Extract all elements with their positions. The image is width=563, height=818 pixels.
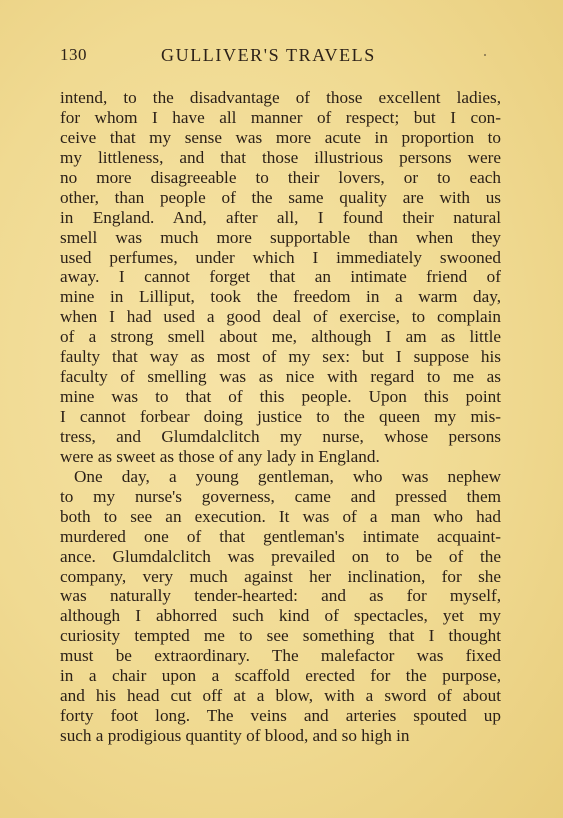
text-line: for whom I have all manner of respect; but I con- (60, 107, 501, 127)
text-line: One day, a young gentleman, who was nephew (74, 466, 501, 486)
text-line: intend, to the disadvantage of those excellent ladies, (60, 88, 501, 107)
page-number: 130 (60, 45, 87, 64)
text-line: faulty that way as most of my sex: but I suppose his (60, 347, 501, 367)
body-text (60, 88, 501, 746)
text-line: curiosity tempted me to see something that I thought (60, 626, 501, 646)
text-line: tress, and Glumdalclitch my nurse, whose persons (60, 426, 501, 446)
text-line: both to see an execution. It was of a man who had (60, 506, 501, 526)
text-line: I cannot forbear doing justice to the queen my mis- (60, 407, 501, 426)
text-line: in England. And, after all, I found their natural (60, 207, 501, 227)
text-line: and his head cut off at a blow, with a sword of about (60, 686, 501, 706)
text-line: no more disagreeable to their lovers, or to each (60, 167, 501, 187)
text-line: were as sweet as those of any lady in England. (60, 446, 380, 466)
text-line: ance. Glumdalclitch was prevailed on to be of the (60, 546, 501, 566)
text-line: of a strong smell about me, although I am as little (60, 327, 501, 347)
running-header (60, 45, 500, 67)
paragraph (60, 467, 501, 746)
text-line: when I had used a good deal of exercise, to complain (60, 307, 501, 327)
text-line: used perfumes, under which I immediately swooned (60, 247, 501, 267)
running-title: GULLIVER'S TRAVELS (161, 45, 376, 65)
text-line: away. I cannot forget that an intimate friend of (60, 267, 501, 287)
text-line: mine was to that of this people. Upon this point (60, 387, 501, 407)
header-mark: · (482, 45, 488, 65)
text-line: murdered one of that gentleman's intimate acquaint- (60, 526, 501, 546)
text-line: to my nurse's governess, came and pressed them (60, 486, 501, 506)
text-line: must be extraordinary. The malefactor was fixed (60, 646, 501, 666)
paragraph (60, 88, 501, 467)
text-line: my littleness, and that those illustrious persons were (60, 147, 501, 167)
text-line: faculty of smelling was as nice with regard to me as (60, 367, 501, 387)
text-line: company, very much against her inclination, for she (60, 566, 501, 586)
text-line: smell was much more supportable than when they (60, 227, 501, 247)
text-line: was naturally tender-hearted: and as for myself, (60, 586, 501, 606)
text-line: in a chair upon a scaffold erected for the purpose, (60, 666, 501, 686)
text-line: ceive that my sense was more acute in proportion to (60, 127, 501, 147)
text-line: other, than people of the same quality are with us (60, 187, 501, 207)
text-line: such a prodigious quantity of blood, and so high in (60, 726, 410, 745)
text-line: forty foot long. The veins and arteries spouted up (60, 706, 501, 726)
text-line: although I abhorred such kind of spectacles, yet my (60, 606, 501, 626)
text-line: mine in Lilliput, took the freedom in a warm day, (60, 287, 501, 307)
